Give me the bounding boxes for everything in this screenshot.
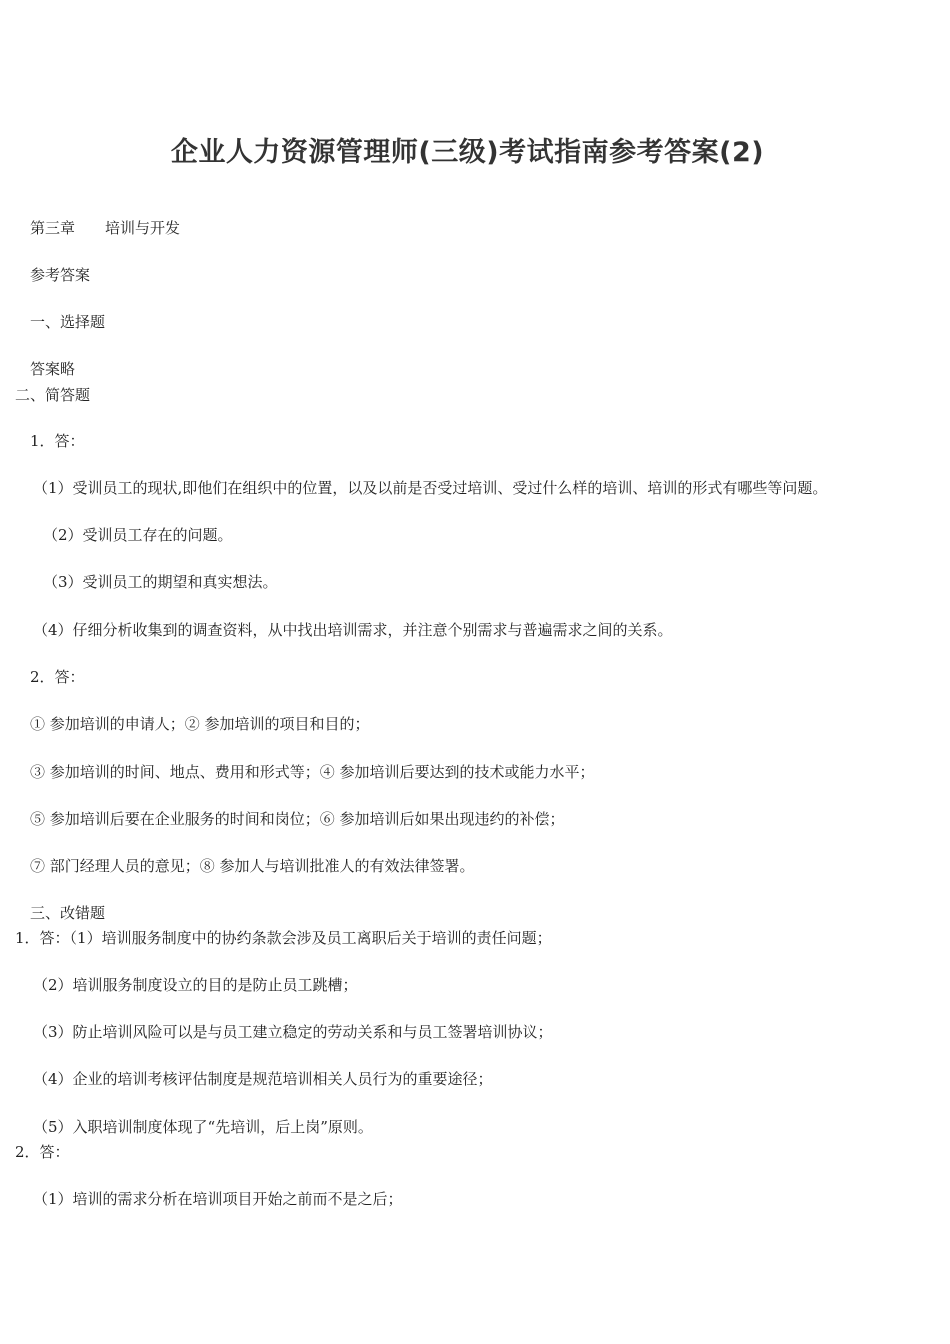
answer-item: （1）受训员工的现状,即他们在组织中的位置，以及以前是否受过培训、受过什么样的培训、培训的形式有哪些等问题。: [33, 479, 828, 497]
section-heading-correction: 三、改错题: [30, 904, 106, 922]
question-label: 1．答：: [30, 432, 85, 450]
answer-item: ⑤ 参加培训后要在企业服务的时间和岗位；⑥ 参加培训后如果出现违约的补偿；: [30, 810, 565, 828]
answer-item: ③ 参加培训的时间、地点、费用和形式等；④ 参加培训后要达到的技术或能力水平；: [30, 763, 595, 781]
answer-item: 1．答：（1）培训服务制度中的协约条款会涉及员工离职后关于培训的责任问题；: [15, 929, 552, 947]
answer-item: （3）受训员工的期望和真实想法。: [43, 573, 278, 591]
question-label: 2．答：: [15, 1143, 70, 1161]
answer-item: （4）企业的培训考核评估制度是规范培训相关人员行为的重要途径；: [33, 1070, 493, 1088]
answer-item: （2）培训服务制度设立的目的是防止员工跳槽；: [33, 976, 358, 994]
answer-item: （5）入职培训制度体现了“先培训，后上岗”原则。: [33, 1118, 373, 1136]
answer-item: （1）培训的需求分析在培训项目开始之前而不是之后；: [33, 1190, 403, 1208]
answer-item: （4）仔细分析收集到的调查资料，从中找出培训需求，并注意个别需求与普遍需求之间的关系。: [33, 621, 673, 639]
chapter-heading: 第三章 培训与开发: [30, 219, 181, 237]
answer-omitted-text: 答案略: [30, 360, 76, 378]
answer-item: （2）受训员工存在的问题。: [43, 526, 233, 544]
answer-item: ① 参加培训的申请人；② 参加培训的项目和目的；: [30, 715, 370, 733]
page-title: 企业人力资源管理师(三级)考试指南参考答案(2): [170, 137, 765, 168]
answer-item: （3）防止培训风险可以是与员工建立稳定的劳动关系和与员工签署培训协议；: [33, 1023, 553, 1041]
section-label-reference-answers: 参考答案: [30, 266, 91, 284]
question-label: 2．答：: [30, 668, 85, 686]
answer-item: ⑦ 部门经理人员的意见；⑧ 参加人与培训批准人的有效法律签署。: [30, 857, 475, 875]
section-heading-short-answer: 二、简答题: [15, 386, 91, 404]
section-heading-multiple-choice: 一、选择题: [30, 313, 106, 331]
